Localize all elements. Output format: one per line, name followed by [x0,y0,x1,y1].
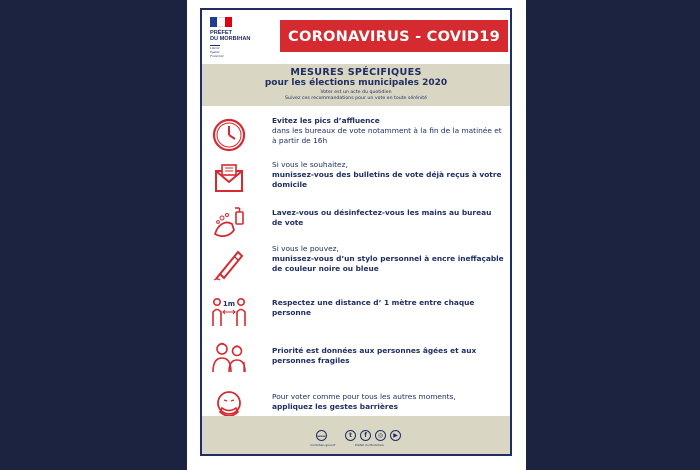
item-text [272,116,504,147]
clock-icon [210,116,248,154]
item-text [272,244,504,275]
prefecture-logo [210,17,274,61]
item-bold: Respectez une distance d’ 1 mètre entre chaque personne [272,298,475,318]
intro-line-1: Voter est un acte du quotidien [320,90,392,95]
french-flag-icon [210,17,232,27]
list-item [202,160,510,200]
intro-line-2: Suivez ces recommandations pour un vote en toute sérénité [285,96,427,101]
item-bold: Evitez les pics d’affluence [272,116,380,125]
footer-links [202,430,510,446]
logo-motto-2: Égalité [210,50,220,55]
item-regular: Si vous le pouvez, [272,244,339,253]
item-regular: Si vous le souhaitez, [272,160,348,169]
footer-site: morbihan.gouv.fr [310,443,336,447]
list-item [202,336,510,376]
envelope-icon [210,160,248,198]
hand-wash-icon [210,204,248,242]
website-icon[interactable]: www [316,430,327,441]
item-text [272,298,504,318]
youtube-icon[interactable]: ▶ [390,430,401,441]
distance-label: 1m [222,300,236,308]
item-bold: munissez-vous des bulletins de vote déjà reçus à votre domicile [272,170,502,190]
item-text [272,392,504,412]
poster [200,8,512,456]
item-regular: dans les bureaux de vote notamment à la fin de la matinée et à partir de 16h [272,126,502,146]
facebook-icon[interactable]: f [360,430,371,441]
list-item [202,244,510,284]
intro-panel [202,64,510,106]
intro-subtitle: pour les élections municipales 2020 [264,78,448,88]
twitter-icon[interactable]: t [345,430,356,441]
poster-header [202,10,510,64]
logo-line-2: DU MORBIHAN [210,36,251,43]
footer-panel [202,416,510,454]
list-item [202,204,510,244]
item-bold: appliquez les gestes barrières [272,402,398,412]
item-regular: Pour voter comme pour tous les autres moments, [272,392,456,401]
list-item [202,116,510,156]
logo-motto-1: Liberté [210,46,220,51]
item-text [272,346,504,366]
logo-line-1: PRÉFET [210,30,233,36]
list-item [202,292,510,332]
distance-icon [210,292,248,330]
instagram-icon[interactable]: ◎ [375,430,386,441]
item-bold: munissez-vous d’un stylo personnel à encre ineffaçable de couleur noire ou bleue [272,254,504,274]
pen-icon [210,244,248,282]
item-bold: Priorité est données aux personnes âgées et aux personnes fragiles [272,346,477,366]
intro-title: MESURES SPÉCIFIQUES [290,67,422,78]
elderly-icon [210,336,248,374]
item-text [272,160,504,191]
footer-handle: Préfet du Morbihan [355,443,384,447]
logo-motto-3: Fraternité [210,54,224,59]
title-banner: CORONAVIRUS - COVID19 [280,20,508,52]
item-text [272,208,504,228]
item-bold: Lavez-vous ou désinfectez-vous les mains au bureau de vote [272,208,492,228]
document-page [187,0,526,470]
